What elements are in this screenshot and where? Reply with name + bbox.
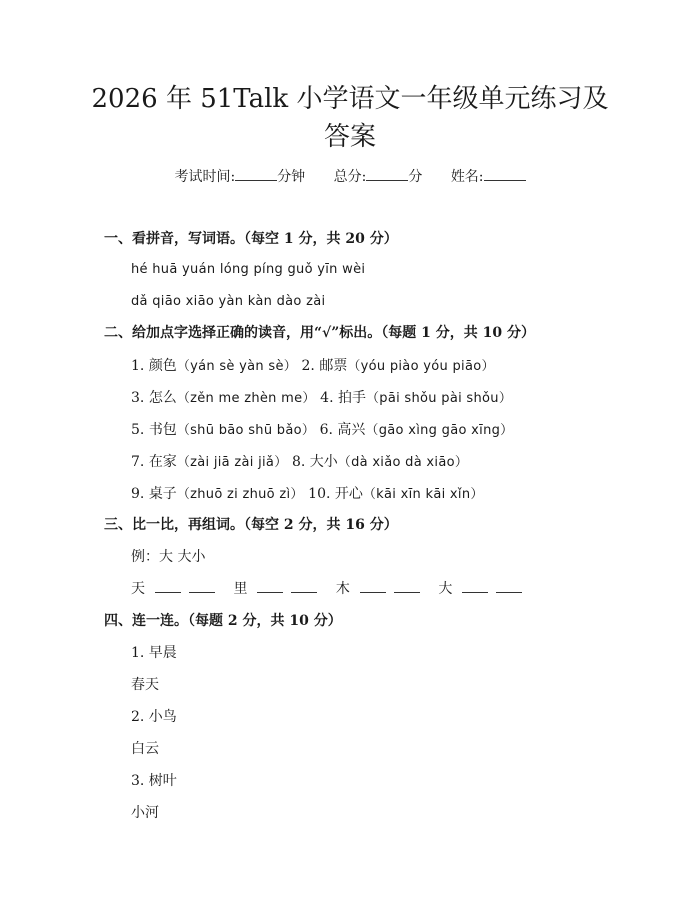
section-2-heading: 二、给加点字选择正确的读音，用“√”标出。（每题 1 分，共 10 分） (104, 325, 536, 341)
exam-time-unit: 分钟 (277, 169, 306, 185)
section-3-example: 例：大 大小 (131, 549, 206, 565)
total-score-unit: 分 (408, 169, 423, 185)
compare-char: 天 (131, 581, 145, 597)
item-number: 1. (131, 358, 145, 374)
match-item-right-1[interactable]: 春天 (131, 677, 159, 693)
name-blank[interactable] (484, 166, 526, 181)
total-score-label: 总分: (333, 169, 367, 185)
section-2-item-row (131, 419, 513, 442)
item-number: 8. (291, 454, 306, 470)
exam-time-field (174, 169, 309, 185)
section-1-heading: 一、看拼音，写词语。（每空 1 分，共 20 分） (104, 231, 398, 247)
item-options[interactable]: （yóu piào yóu piāo） (347, 359, 495, 374)
section-2-item-row (131, 483, 484, 506)
word-blank[interactable] (257, 578, 283, 593)
compare-char: 木 (335, 581, 350, 597)
word-blank[interactable] (496, 578, 522, 593)
item-number: 9. (131, 486, 145, 502)
item-number: 3. (131, 390, 145, 406)
match-item-right-2[interactable]: 白云 (131, 741, 159, 757)
name-label: 姓名: (450, 169, 484, 185)
item-word: 怎么 (148, 390, 177, 406)
exam-time-label: 考试时间: (174, 169, 236, 185)
item-word: 书包 (148, 422, 177, 438)
item-options[interactable]: （dà xiǎo dà xiāo） (337, 455, 469, 470)
item-word: 桌子 (148, 486, 177, 502)
title-line-2: 答案 (323, 122, 376, 152)
section-2-item-row (131, 387, 512, 410)
word-blank[interactable] (360, 578, 386, 593)
compare-group (336, 578, 424, 600)
match-item-left-2[interactable]: 2. 小鸟 (131, 709, 177, 725)
word-blank[interactable] (155, 578, 181, 593)
item-number: 5. (131, 422, 145, 438)
title-line-1: 2026 年 51Talk 小学语文一年级单元练习及 (91, 84, 609, 114)
item-options[interactable]: （pāi shǒu pài shǒu） (365, 391, 513, 406)
compare-group (233, 578, 321, 600)
name-field (451, 169, 526, 185)
match-item-left-1[interactable]: 1. 早晨 (131, 645, 177, 661)
item-number: 2. (301, 358, 315, 374)
compare-group (131, 578, 219, 600)
match-item-right-3[interactable]: 小河 (131, 805, 159, 821)
word-blank[interactable] (291, 578, 317, 593)
exam-info-row (0, 166, 700, 188)
item-number: 7. (131, 454, 145, 470)
section-2-item-row (131, 355, 495, 378)
section-4-heading: 四、连一连。（每题 2 分，共 10 分） (104, 613, 342, 629)
item-options[interactable]: （kāi xīn kāi xǐn） (362, 487, 484, 502)
item-word: 开心 (334, 486, 363, 502)
page-title (90, 80, 610, 156)
word-blank[interactable] (189, 578, 215, 593)
item-options[interactable]: （zhuō zi zhuō zì） (176, 487, 304, 502)
match-item-left-3[interactable]: 3. 树叶 (131, 773, 177, 789)
section-1-pinyin-row-1: hé huā yuán lóng píng guǒ yīn wèi (131, 262, 366, 277)
total-score-field (334, 169, 427, 185)
word-blank[interactable] (462, 578, 488, 593)
section-1-pinyin-row-2: dǎ qiāo xiāo yàn kàn dào zài (131, 294, 326, 309)
item-word: 在家 (148, 454, 177, 470)
item-number: 4. (320, 390, 334, 406)
item-options[interactable]: （zài jiā zài jiǎ） (176, 455, 288, 470)
section-2-item-row (131, 451, 468, 474)
item-word: 高兴 (337, 422, 366, 438)
exam-time-blank[interactable] (235, 166, 277, 181)
compare-group (438, 578, 526, 600)
compare-char: 大 (438, 581, 453, 597)
item-word: 拍手 (337, 390, 366, 406)
item-options[interactable]: （zěn me zhèn me） (176, 391, 316, 406)
item-word: 大小 (309, 454, 338, 470)
item-options[interactable]: （yán sè yàn sè） (176, 359, 298, 374)
word-blank[interactable] (394, 578, 420, 593)
total-score-blank[interactable] (366, 166, 408, 181)
compare-char: 里 (233, 581, 248, 597)
item-options[interactable]: （shū bāo shū bǎo） (176, 423, 316, 438)
section-3-compare-row (131, 578, 536, 600)
item-number: 10. (308, 486, 331, 502)
section-3-heading: 三、比一比，再组词。（每空 2 分，共 16 分） (104, 517, 398, 533)
item-number: 6. (319, 422, 333, 438)
item-options[interactable]: （gāo xìng gāo xīng） (365, 423, 514, 438)
item-word: 颜色 (148, 358, 177, 374)
item-word: 邮票 (319, 358, 348, 374)
